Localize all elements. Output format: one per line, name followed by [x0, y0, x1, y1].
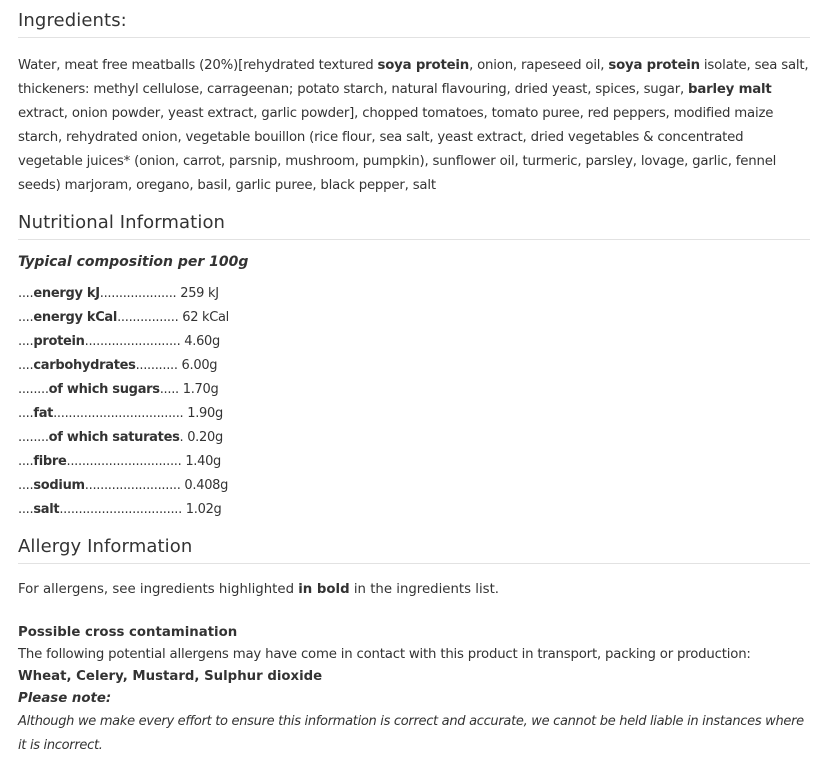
nutrition-prefix: .... [18, 454, 34, 469]
ingredient-segment: extract, onion powder, yeast extract, garlic powder], chopped tomatoes, tomato puree, red peppers, modified maize starch, rehydrated onion, vegetable bouillon (rice flour, sea salt, yeast extract, dried vegetables & concentrated vegetable juices* (onion, carrot, parsnip, mushroom, pumpkin), sunflower oil, turmeric, parsley, lovage, garlic, fennel seeds) marjoram, oregano, basil, garlic puree, black pepper, salt [18, 106, 777, 193]
nutrition-label: carbohydrates [33, 358, 136, 373]
nutrition-leader: .............................. [66, 454, 182, 469]
nutrition-prefix: .... [18, 334, 34, 349]
nutrition-value: 4.60g [180, 334, 220, 349]
nutrition-row [18, 498, 229, 522]
nutrition-list [18, 282, 229, 522]
nutrition-prefix: .... [18, 478, 34, 493]
nutrition-leader: ......................... [84, 478, 181, 493]
nutrition-leader: ................................ [59, 502, 182, 517]
nutrition-value: 1.02g [181, 502, 222, 517]
nutrition-label: sodium [33, 478, 85, 493]
nutrition-row [18, 426, 229, 450]
nutrition-value: 0.408g [180, 478, 229, 493]
nutrition-prefix: .... [18, 358, 34, 373]
nutrition-label: energy kJ [33, 286, 100, 301]
nutrition-prefix: ........ [18, 430, 49, 445]
ingredients-text [18, 54, 810, 198]
nutrition-value: 0.20g [183, 430, 223, 445]
nutrition-leader: ......................... [84, 334, 181, 349]
cross-contamination-text: The following potential allergens may have come in contact with this product in transport, packing or production: [18, 647, 751, 662]
nutrition-row [18, 330, 229, 354]
nutrition-leader: . [179, 430, 184, 445]
nutrition-label: energy kCal [33, 310, 118, 325]
allergen-note-text: For allergens, see ingredients highlighted [18, 582, 299, 597]
allergy-title: Allergy Information [18, 536, 810, 564]
nutrition-row [18, 474, 229, 498]
nutrition-leader: ................ [117, 310, 179, 325]
nutrition-title: Nutritional Information [18, 212, 810, 240]
nutrition-label: of which sugars [48, 382, 160, 397]
nutrition-leader: ........... [135, 358, 178, 373]
nutrition-value: 1.70g [178, 382, 219, 397]
ingredient-segment: isolate, sea salt, thickeners: methyl cellulose, carrageenan; potato starch, natural flavouring, dried yeast, spices, sugar, [18, 58, 809, 97]
cross-contamination-heading: Possible cross contamination [18, 625, 238, 640]
ingredients-title: Ingredients: [18, 10, 810, 38]
nutrition-prefix: .... [18, 406, 34, 421]
nutrition-leader: .................... [99, 286, 177, 301]
nutrition-value: 1.90g [183, 406, 223, 421]
allergen-note-bold: in bold [298, 582, 350, 597]
nutrition-leader: ..... [159, 382, 179, 397]
nutrition-label: fat [33, 406, 54, 421]
nutrition-value: 259 kJ [176, 286, 219, 301]
nutrition-label: of which saturates [48, 430, 180, 445]
ingredient-segment: , onion, rapeseed oil, [469, 58, 609, 73]
nutrition-subtitle: Typical composition per 100g [18, 254, 249, 270]
nutrition-leader: .................................. [53, 406, 184, 421]
nutrition-row [18, 282, 229, 306]
nutrition-value: 62 kCal [178, 310, 229, 325]
nutrition-label: salt [33, 502, 60, 517]
ingredient-allergen: soya protein [377, 58, 470, 73]
please-note-heading: Please note: [18, 691, 112, 706]
allergen-note [18, 578, 499, 602]
ingredient-allergen: soya protein [608, 58, 700, 73]
nutrition-row [18, 378, 229, 402]
cross-contamination-allergens: Wheat, Celery, Mustard, Sulphur dioxide [18, 669, 323, 684]
nutrition-prefix: .... [18, 286, 34, 301]
nutrition-prefix: .... [18, 502, 34, 517]
nutrition-value: 1.40g [181, 454, 222, 469]
nutrition-row [18, 354, 229, 378]
ingredient-allergen: barley malt [688, 82, 772, 97]
allergen-note-text: in the ingredients list. [349, 582, 500, 597]
nutrition-prefix: .... [18, 310, 34, 325]
nutrition-row [18, 306, 229, 330]
nutrition-value: 6.00g [177, 358, 218, 373]
nutrition-row [18, 450, 229, 474]
nutrition-row [18, 402, 229, 426]
nutrition-label: fibre [33, 454, 67, 469]
disclaimer-text: Although we make every effort to ensure this information is correct and accurate, we cannot be held liable in instances where it is incorrect. [18, 714, 804, 753]
ingredient-segment: Water, meat free meatballs (20%)[rehydrated textured [18, 58, 378, 73]
nutrition-prefix: ........ [18, 382, 49, 397]
nutrition-label: protein [33, 334, 85, 349]
